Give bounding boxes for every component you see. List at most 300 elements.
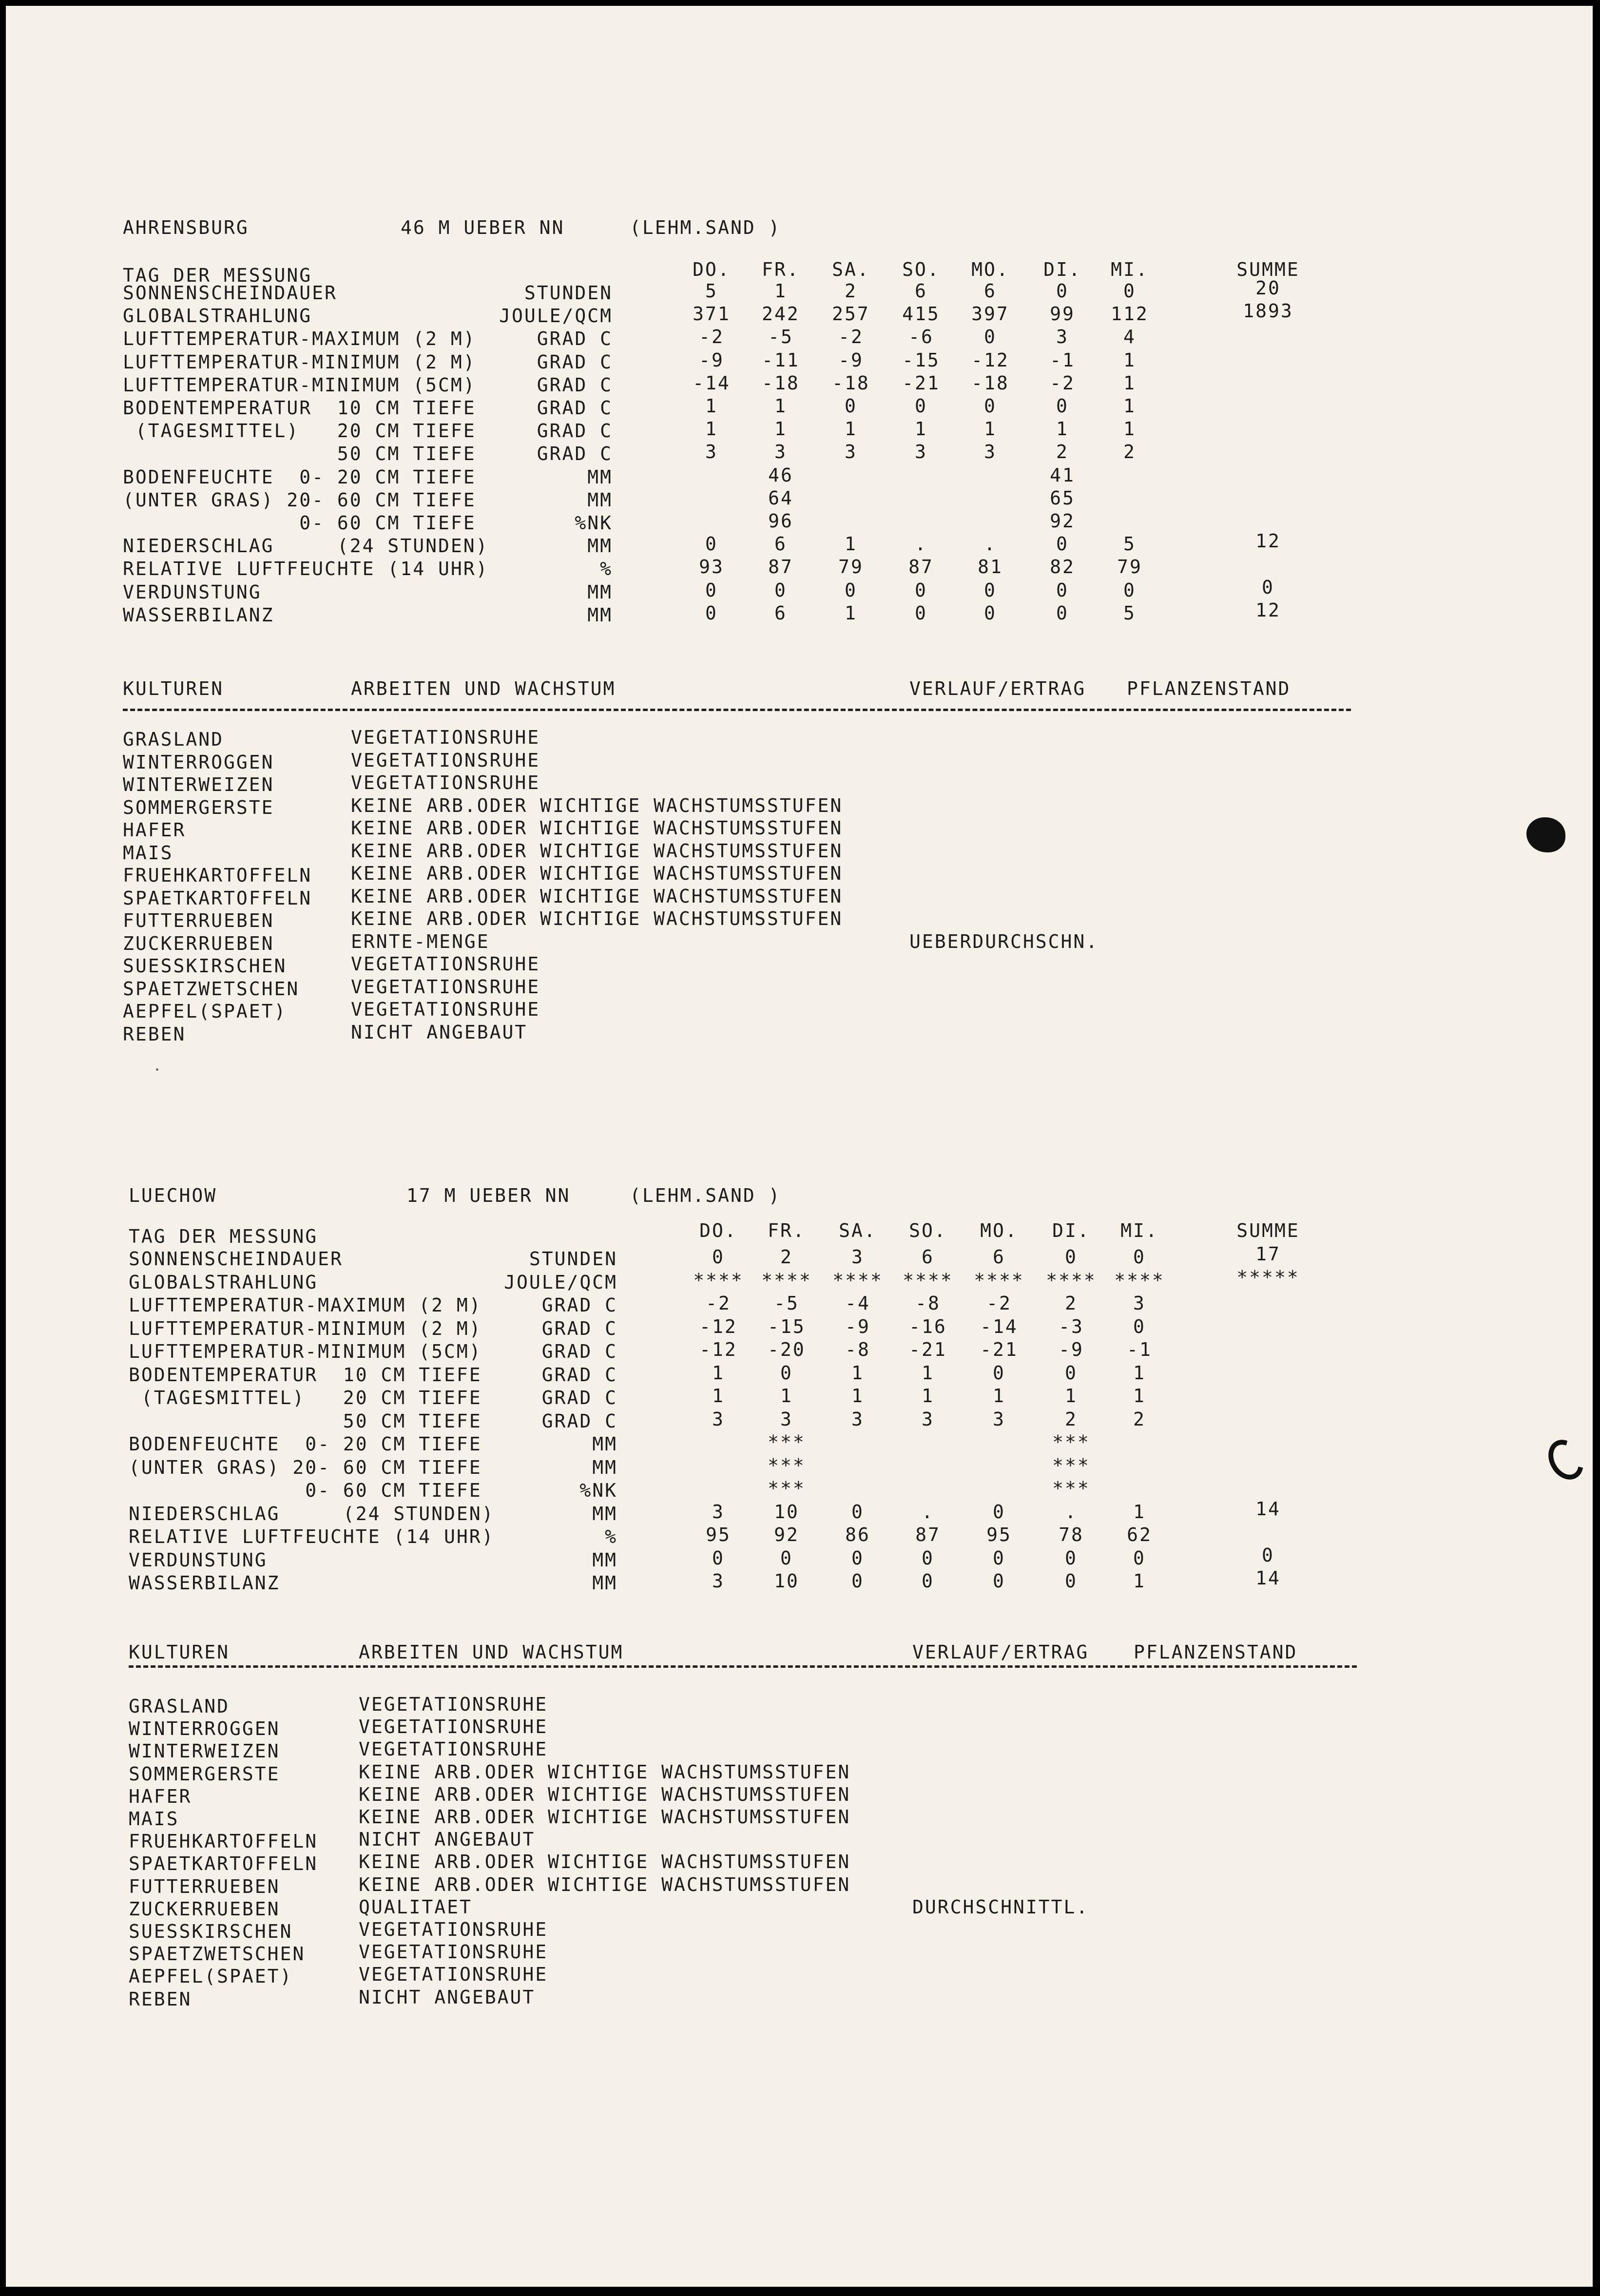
weather-value: 0 bbox=[1065, 1570, 1078, 1592]
crops-header-kulturen: KULTUREN bbox=[123, 678, 224, 699]
day-header: MI. bbox=[1120, 1220, 1158, 1241]
weather-value: 1 bbox=[851, 1385, 864, 1407]
weather-value: 87 bbox=[915, 1524, 941, 1545]
weather-value: -9 bbox=[845, 1315, 870, 1337]
day-header: DI. bbox=[1043, 259, 1081, 280]
weather-value: 1 bbox=[845, 418, 857, 440]
weather-value: 1 bbox=[774, 418, 787, 440]
weather-value: 0 bbox=[993, 1501, 1005, 1523]
weather-sum: 14 bbox=[1255, 1498, 1281, 1520]
day-header: SA. bbox=[839, 1220, 877, 1241]
crop-name: ZUCKERRUEBEN bbox=[129, 1898, 280, 1920]
weather-value: *** bbox=[768, 1454, 806, 1476]
crop-name: SPAETKARTOFFELN bbox=[129, 1853, 318, 1875]
weather-row-label: BODENFEUCHTE 0- 20 CM TIEFE bbox=[129, 1433, 482, 1455]
measurement-day-label: TAG DER MESSUNG bbox=[123, 265, 312, 286]
weather-row-unit: GRAD C bbox=[541, 1317, 617, 1339]
day-header: MO. bbox=[971, 259, 1009, 280]
weather-value: -2 bbox=[986, 1293, 1012, 1314]
weather-value: 3 bbox=[984, 441, 997, 463]
crop-name: HAFER bbox=[129, 1785, 192, 1807]
weather-value: 10 bbox=[774, 1501, 799, 1523]
weather-row-label: WASSERBILANZ bbox=[123, 604, 274, 626]
weather-value: 3 bbox=[993, 1408, 1005, 1430]
weather-value: 0 bbox=[915, 395, 927, 417]
weather-value: 3 bbox=[712, 1501, 725, 1523]
weather-row-unit: GRAD C bbox=[541, 1410, 617, 1432]
crop-status: VEGETATIONSRUHE bbox=[351, 772, 540, 793]
weather-row-unit: GRAD C bbox=[537, 397, 613, 419]
crop-status: QUALITAET bbox=[359, 1896, 472, 1918]
weather-value: 397 bbox=[971, 303, 1009, 325]
weather-value: 99 bbox=[1050, 303, 1075, 325]
weather-row-unit: JOULE/QCM bbox=[504, 1271, 617, 1293]
weather-row-unit: GRAD C bbox=[541, 1341, 617, 1362]
weather-row-unit: % bbox=[600, 558, 613, 580]
weather-row-unit: GRAD C bbox=[537, 351, 613, 373]
weather-value: 3 bbox=[922, 1408, 934, 1430]
crop-status: VEGETATIONSRUHE bbox=[359, 1716, 548, 1738]
crop-status: VEGETATIONSRUHE bbox=[351, 953, 540, 975]
weather-row-label: LUFTTEMPERATUR-MINIMUM (2 M) bbox=[129, 1317, 482, 1339]
weather-row-unit: MM bbox=[587, 489, 613, 511]
weather-value: 1 bbox=[1133, 1570, 1146, 1592]
crop-status: VEGETATIONSRUHE bbox=[359, 1694, 548, 1715]
weather-value: 3 bbox=[780, 1408, 793, 1430]
crop-name: WINTERWEIZEN bbox=[129, 1740, 280, 1762]
crop-status: KEINE ARB.ODER WICHTIGE WACHSTUMSSTUFEN bbox=[351, 885, 843, 907]
weather-value: 1 bbox=[705, 418, 718, 440]
crop-name: WINTERWEIZEN bbox=[123, 774, 274, 795]
weather-value: 0 bbox=[705, 579, 718, 601]
weather-value: 79 bbox=[1117, 556, 1142, 578]
weather-row-unit: % bbox=[605, 1526, 617, 1547]
weather-row-unit: MM bbox=[587, 466, 613, 488]
crop-name: FRUEHKARTOFFELN bbox=[129, 1831, 318, 1852]
crop-status: VEGETATIONSRUHE bbox=[359, 1941, 548, 1963]
weather-value: 0 bbox=[774, 579, 787, 601]
crop-status: KEINE ARB.ODER WICHTIGE WACHSTUMSSTUFEN bbox=[351, 908, 843, 929]
station-elevation: 46 M UEBER NN bbox=[401, 217, 565, 238]
crop-verlauf: DURCHSCHNITTL. bbox=[912, 1896, 1089, 1918]
weather-row-unit: MM bbox=[592, 1433, 617, 1455]
weather-value: -6 bbox=[908, 326, 934, 348]
weather-value: 0 bbox=[712, 1547, 725, 1569]
weather-value: 0 bbox=[915, 602, 927, 624]
crops-header-kulturen: KULTUREN bbox=[129, 1641, 230, 1663]
day-header: DO. bbox=[693, 259, 731, 280]
weather-value: *** bbox=[768, 1478, 806, 1499]
weather-row-label: GLOBALSTRAHLUNG bbox=[129, 1271, 318, 1293]
weather-value: 0 bbox=[712, 1246, 725, 1268]
weather-value: 5 bbox=[1123, 602, 1136, 624]
day-header: DI. bbox=[1052, 1220, 1090, 1241]
crop-status: NICHT ANGEBAUT bbox=[359, 1986, 536, 2008]
weather-value: 0 bbox=[705, 533, 718, 555]
weather-row-label: SONNENSCHEINDAUER bbox=[123, 282, 337, 304]
weather-value: 1 bbox=[1123, 372, 1136, 394]
weather-value: *** bbox=[1052, 1454, 1090, 1476]
weather-value: . bbox=[922, 1501, 934, 1523]
crop-status: KEINE ARB.ODER WICHTIGE WACHSTUMSSTUFEN bbox=[359, 1851, 851, 1873]
ink-blot bbox=[1526, 817, 1565, 852]
weather-value: 1 bbox=[712, 1362, 725, 1384]
crop-status: VEGETATIONSRUHE bbox=[351, 999, 540, 1020]
weather-value: 242 bbox=[762, 303, 800, 325]
measurement-day-label: TAG DER MESSUNG bbox=[129, 1226, 318, 1247]
weather-value: 96 bbox=[768, 510, 793, 532]
weather-value: 0 bbox=[1065, 1547, 1078, 1569]
crop-name: SUESSKIRSCHEN bbox=[129, 1921, 293, 1942]
crop-name: FUTTERRUEBEN bbox=[129, 1875, 280, 1897]
weather-value: 0 bbox=[1133, 1246, 1146, 1268]
weather-value: 1 bbox=[922, 1385, 934, 1407]
weather-value: 0 bbox=[851, 1501, 864, 1523]
weather-value: 3 bbox=[845, 441, 857, 463]
weather-value: 3 bbox=[1133, 1293, 1146, 1314]
weather-sum: ***** bbox=[1236, 1266, 1300, 1288]
weather-value: -9 bbox=[1059, 1339, 1084, 1360]
weather-value: **** bbox=[1114, 1269, 1165, 1291]
weather-value: 79 bbox=[838, 556, 864, 578]
weather-value: 0 bbox=[1133, 1315, 1146, 1337]
weather-value: 0 bbox=[1056, 602, 1069, 624]
weather-sum: 12 bbox=[1255, 599, 1281, 621]
day-header: FR. bbox=[762, 259, 800, 280]
weather-value: 0 bbox=[851, 1547, 864, 1569]
weather-value: 65 bbox=[1050, 487, 1075, 509]
station-elevation: 17 M UEBER NN bbox=[406, 1185, 571, 1206]
weather-sum: 20 bbox=[1255, 277, 1281, 299]
crop-name: SOMMERGERSTE bbox=[123, 796, 274, 818]
weather-value: **** bbox=[761, 1269, 812, 1291]
weather-value: -15 bbox=[768, 1315, 806, 1337]
crop-name: AEPFEL(SPAET) bbox=[123, 1001, 287, 1022]
weather-value: 0 bbox=[705, 602, 718, 624]
weather-value: 1 bbox=[993, 1385, 1005, 1407]
weather-value: 81 bbox=[978, 556, 1003, 578]
weather-value: 415 bbox=[902, 303, 940, 325]
weather-value: 371 bbox=[693, 303, 731, 325]
weather-value: 3 bbox=[851, 1408, 864, 1430]
weather-value: 0 bbox=[1056, 579, 1069, 601]
weather-value: -18 bbox=[832, 372, 870, 394]
weather-value: 0 bbox=[993, 1362, 1005, 1384]
weather-value: 0 bbox=[915, 579, 927, 601]
weather-value: 1 bbox=[1133, 1385, 1146, 1407]
weather-row-label: VERDUNSTUNG bbox=[123, 581, 262, 603]
weather-value: 1 bbox=[780, 1385, 793, 1407]
crop-status: NICHT ANGEBAUT bbox=[359, 1829, 536, 1851]
weather-row-label: BODENFEUCHTE 0- 20 CM TIEFE bbox=[123, 466, 476, 488]
document-page bbox=[6, 6, 1593, 2287]
crop-status: KEINE ARB.ODER WICHTIGE WACHSTUMSSTUFEN bbox=[359, 1761, 851, 1783]
crop-status: KEINE ARB.ODER WICHTIGE WACHSTUMSSTUFEN bbox=[351, 794, 843, 816]
weather-row-label: (UNTER GRAS) 20- 60 CM TIEFE bbox=[129, 1456, 482, 1478]
crops-header-pflanzenstand: PFLANZENSTAND bbox=[1127, 678, 1291, 699]
weather-value: 1 bbox=[1123, 418, 1136, 440]
crop-verlauf: UEBERDURCHSCHN. bbox=[909, 930, 1099, 952]
weather-value: 46 bbox=[768, 464, 793, 486]
crop-name: HAFER bbox=[123, 819, 186, 841]
crop-name: MAIS bbox=[123, 842, 173, 864]
weather-value: -21 bbox=[980, 1339, 1018, 1360]
weather-value: 1 bbox=[1065, 1385, 1078, 1407]
station-soil: (LEHM.SAND ) bbox=[630, 1185, 781, 1206]
weather-row-unit: STUNDEN bbox=[529, 1248, 617, 1270]
weather-row-unit: MM bbox=[592, 1456, 617, 1478]
weather-row-unit: %NK bbox=[579, 1480, 617, 1501]
weather-value: 0 bbox=[1056, 280, 1069, 302]
weather-value: 6 bbox=[993, 1246, 1005, 1268]
weather-value: 3 bbox=[774, 441, 787, 463]
weather-row-unit: MM bbox=[587, 581, 613, 603]
weather-row-unit: MM bbox=[592, 1549, 617, 1571]
weather-value: 41 bbox=[1050, 464, 1075, 486]
weather-value: 3 bbox=[705, 441, 718, 463]
crop-status: VEGETATIONSRUHE bbox=[351, 976, 540, 998]
stray-dot bbox=[156, 1068, 158, 1071]
weather-value: 3 bbox=[915, 441, 927, 463]
weather-value: 1 bbox=[922, 1362, 934, 1384]
weather-value: 1 bbox=[1133, 1501, 1146, 1523]
weather-value: 0 bbox=[845, 579, 857, 601]
weather-value: -20 bbox=[768, 1339, 806, 1360]
crops-header-verlauf: VERLAUF/ERTRAG bbox=[909, 678, 1086, 699]
weather-row-unit: GRAD C bbox=[541, 1364, 617, 1386]
weather-value: 1 bbox=[1056, 418, 1069, 440]
weather-value: 0 bbox=[993, 1570, 1005, 1592]
crop-name: FRUEHKARTOFFELN bbox=[123, 865, 312, 886]
crop-name: SUESSKIRSCHEN bbox=[123, 955, 287, 977]
weather-value: 0 bbox=[984, 602, 997, 624]
weather-row-label: NIEDERSCHLAG (24 STUNDEN) bbox=[129, 1503, 495, 1524]
weather-value: 0 bbox=[1065, 1246, 1078, 1268]
crop-name: GRASLAND bbox=[129, 1696, 230, 1717]
crops-header-pflanzenstand: PFLANZENSTAND bbox=[1134, 1641, 1298, 1663]
weather-value: *** bbox=[1052, 1431, 1090, 1453]
weather-value: 3 bbox=[712, 1570, 725, 1592]
weather-row-label: LUFTTEMPERATUR-MINIMUM (2 M) bbox=[123, 351, 476, 373]
weather-value: . bbox=[984, 533, 997, 555]
crop-name: FUTTERRUEBEN bbox=[123, 910, 274, 931]
crop-status: ERNTE-MENGE bbox=[351, 930, 490, 952]
weather-value: 0 bbox=[993, 1547, 1005, 1569]
crop-name: SPAETZWETSCHEN bbox=[123, 978, 300, 1000]
weather-value: 2 bbox=[845, 280, 857, 302]
weather-value: -12 bbox=[699, 1315, 737, 1337]
weather-row-label: NIEDERSCHLAG (24 STUNDEN) bbox=[123, 535, 489, 557]
weather-value: 62 bbox=[1127, 1524, 1152, 1545]
crops-header-arbeiten: ARBEITEN UND WACHSTUM bbox=[359, 1641, 624, 1663]
weather-value: 257 bbox=[832, 303, 870, 325]
weather-row-unit: MM bbox=[592, 1503, 617, 1524]
weather-row-unit: MM bbox=[587, 604, 613, 626]
weather-value: 2 bbox=[780, 1246, 793, 1268]
weather-row-label: RELATIVE LUFTFEUCHTE (14 UHR) bbox=[123, 558, 489, 580]
weather-sum: 14 bbox=[1255, 1567, 1281, 1589]
crop-status: KEINE ARB.ODER WICHTIGE WACHSTUMSSTUFEN bbox=[351, 840, 843, 862]
weather-value: -3 bbox=[1059, 1315, 1084, 1337]
weather-value: -12 bbox=[971, 349, 1009, 371]
crop-name: SPAETZWETSCHEN bbox=[129, 1943, 306, 1965]
weather-value: -2 bbox=[699, 326, 724, 348]
weather-row-label: 50 CM TIEFE bbox=[129, 1410, 482, 1432]
weather-value: 6 bbox=[984, 280, 997, 302]
station-name: AHRENSBURG bbox=[123, 217, 249, 238]
crop-name: GRASLAND bbox=[123, 729, 224, 750]
weather-row-unit: GRAD C bbox=[541, 1294, 617, 1316]
weather-value: -15 bbox=[902, 349, 940, 371]
weather-value: 4 bbox=[1123, 326, 1136, 348]
binder-clip-mark bbox=[1542, 1433, 1590, 1486]
weather-value: 92 bbox=[1050, 510, 1075, 532]
crop-status: KEINE ARB.ODER WICHTIGE WACHSTUMSSTUFEN bbox=[359, 1783, 851, 1805]
weather-value: -8 bbox=[915, 1293, 941, 1314]
weather-sum: 1893 bbox=[1243, 300, 1293, 322]
weather-value: 1 bbox=[845, 533, 857, 555]
weather-value: . bbox=[915, 533, 927, 555]
weather-sum: 0 bbox=[1262, 576, 1274, 598]
weather-value: -9 bbox=[699, 349, 724, 371]
crop-name: WINTERROGGEN bbox=[129, 1718, 280, 1740]
weather-value: -21 bbox=[909, 1339, 947, 1360]
weather-value: 3 bbox=[712, 1408, 725, 1430]
crop-name: REBEN bbox=[123, 1023, 186, 1045]
weather-row-label: SONNENSCHEINDAUER bbox=[129, 1248, 343, 1270]
weather-value: -21 bbox=[902, 372, 940, 394]
crop-status: KEINE ARB.ODER WICHTIGE WACHSTUMSSTUFEN bbox=[359, 1806, 851, 1828]
weather-value: -12 bbox=[699, 1339, 737, 1360]
weather-value: **** bbox=[903, 1269, 953, 1291]
weather-value: 0 bbox=[984, 395, 997, 417]
weather-value: 0 bbox=[1056, 395, 1069, 417]
weather-value: 78 bbox=[1059, 1524, 1084, 1545]
weather-value: 0 bbox=[845, 395, 857, 417]
weather-value: 112 bbox=[1111, 303, 1149, 325]
day-header: MI. bbox=[1111, 259, 1149, 280]
crop-status: KEINE ARB.ODER WICHTIGE WACHSTUMSSTUFEN bbox=[359, 1873, 851, 1895]
weather-row-label: LUFTTEMPERATUR-MAXIMUM (2 M) bbox=[123, 328, 476, 350]
weather-value: -18 bbox=[762, 372, 800, 394]
weather-value: -2 bbox=[838, 326, 864, 348]
day-header: FR. bbox=[768, 1220, 806, 1241]
crop-name: SPAETKARTOFFELN bbox=[123, 887, 312, 909]
weather-row-label: LUFTTEMPERATUR-MINIMUM (5CM) bbox=[123, 374, 476, 396]
weather-value: 0 bbox=[1123, 579, 1136, 601]
weather-value: 6 bbox=[774, 533, 787, 555]
weather-value: -1 bbox=[1127, 1339, 1152, 1360]
weather-row-unit: GRAD C bbox=[537, 420, 613, 442]
weather-value: -9 bbox=[838, 349, 864, 371]
weather-value: 3 bbox=[851, 1246, 864, 1268]
weather-value: -16 bbox=[909, 1315, 947, 1337]
weather-row-label: LUFTTEMPERATUR-MAXIMUM (2 M) bbox=[129, 1294, 482, 1316]
weather-value: 2 bbox=[1065, 1408, 1078, 1430]
weather-value: 0 bbox=[780, 1362, 793, 1384]
crop-status: VEGETATIONSRUHE bbox=[359, 1738, 548, 1760]
weather-value: -4 bbox=[845, 1293, 870, 1314]
weather-value: 0 bbox=[1133, 1547, 1146, 1569]
weather-value: 0 bbox=[922, 1547, 934, 1569]
weather-value: 0 bbox=[922, 1570, 934, 1592]
weather-row-unit: GRAD C bbox=[537, 374, 613, 396]
station-soil: (LEHM.SAND ) bbox=[630, 217, 781, 238]
crop-status: VEGETATIONSRUHE bbox=[359, 1964, 548, 1986]
crop-status: KEINE ARB.ODER WICHTIGE WACHSTUMSSTUFEN bbox=[351, 817, 843, 839]
weather-value: 5 bbox=[1123, 533, 1136, 555]
weather-value: **** bbox=[832, 1269, 883, 1291]
crops-header-verlauf: VERLAUF/ERTRAG bbox=[912, 1641, 1089, 1663]
weather-value: -1 bbox=[1050, 349, 1075, 371]
weather-value: 1 bbox=[1123, 395, 1136, 417]
crop-status: VEGETATIONSRUHE bbox=[351, 727, 540, 748]
weather-value: 0 bbox=[984, 326, 997, 348]
weather-value: -18 bbox=[971, 372, 1009, 394]
weather-sum: 0 bbox=[1262, 1544, 1274, 1566]
weather-value: 92 bbox=[774, 1524, 799, 1545]
day-header: SA. bbox=[832, 259, 870, 280]
weather-row-label: GLOBALSTRAHLUNG bbox=[123, 305, 312, 327]
weather-value: 64 bbox=[768, 487, 793, 509]
weather-value: 87 bbox=[768, 556, 793, 578]
weather-value: 1 bbox=[712, 1385, 725, 1407]
weather-row-unit: MM bbox=[587, 535, 613, 557]
crops-header-rule bbox=[123, 709, 1351, 711]
weather-row-label: (TAGESMITTEL) 20 CM TIEFE bbox=[129, 1387, 482, 1408]
weather-value: -5 bbox=[768, 326, 793, 348]
day-header: DO. bbox=[699, 1220, 737, 1241]
weather-value: 0 bbox=[1056, 533, 1069, 555]
weather-row-label: BODENTEMPERATUR 10 CM TIEFE bbox=[123, 397, 476, 419]
weather-value: 1 bbox=[851, 1362, 864, 1384]
weather-row-label: BODENTEMPERATUR 10 CM TIEFE bbox=[129, 1364, 482, 1386]
crop-name: SOMMERGERSTE bbox=[129, 1763, 280, 1785]
weather-row-unit: GRAD C bbox=[537, 443, 613, 465]
day-header: MO. bbox=[980, 1220, 1018, 1241]
weather-sum: 17 bbox=[1255, 1243, 1281, 1265]
weather-value: 1 bbox=[984, 418, 997, 440]
weather-value: 0 bbox=[851, 1570, 864, 1592]
weather-row-label: 0- 60 CM TIEFE bbox=[129, 1480, 482, 1501]
weather-value: 6 bbox=[915, 280, 927, 302]
weather-value: 10 bbox=[774, 1570, 799, 1592]
weather-value: 93 bbox=[699, 556, 724, 578]
weather-value: 0 bbox=[1065, 1362, 1078, 1384]
weather-value: 0 bbox=[1123, 280, 1136, 302]
weather-value: -14 bbox=[980, 1315, 1018, 1337]
weather-row-label: WASSERBILANZ bbox=[129, 1572, 280, 1594]
crop-name: REBEN bbox=[129, 1988, 192, 2010]
weather-value: -11 bbox=[762, 349, 800, 371]
weather-value: -8 bbox=[845, 1339, 870, 1360]
weather-value: 0 bbox=[780, 1547, 793, 1569]
crop-status: VEGETATIONSRUHE bbox=[359, 1919, 548, 1940]
weather-value: -14 bbox=[693, 372, 731, 394]
weather-value: 1 bbox=[1133, 1362, 1146, 1384]
day-header: SO. bbox=[909, 1220, 947, 1241]
weather-row-label: (UNTER GRAS) 20- 60 CM TIEFE bbox=[123, 489, 476, 511]
crop-name: AEPFEL(SPAET) bbox=[129, 1966, 293, 1987]
weather-value: 1 bbox=[705, 395, 718, 417]
weather-value: 82 bbox=[1050, 556, 1075, 578]
sum-header: SUMME bbox=[1236, 259, 1300, 280]
crop-status: VEGETATIONSRUHE bbox=[351, 749, 540, 771]
weather-value: *** bbox=[1052, 1478, 1090, 1499]
weather-value: 95 bbox=[706, 1524, 731, 1545]
weather-value: 1 bbox=[774, 280, 787, 302]
weather-value: 0 bbox=[984, 579, 997, 601]
